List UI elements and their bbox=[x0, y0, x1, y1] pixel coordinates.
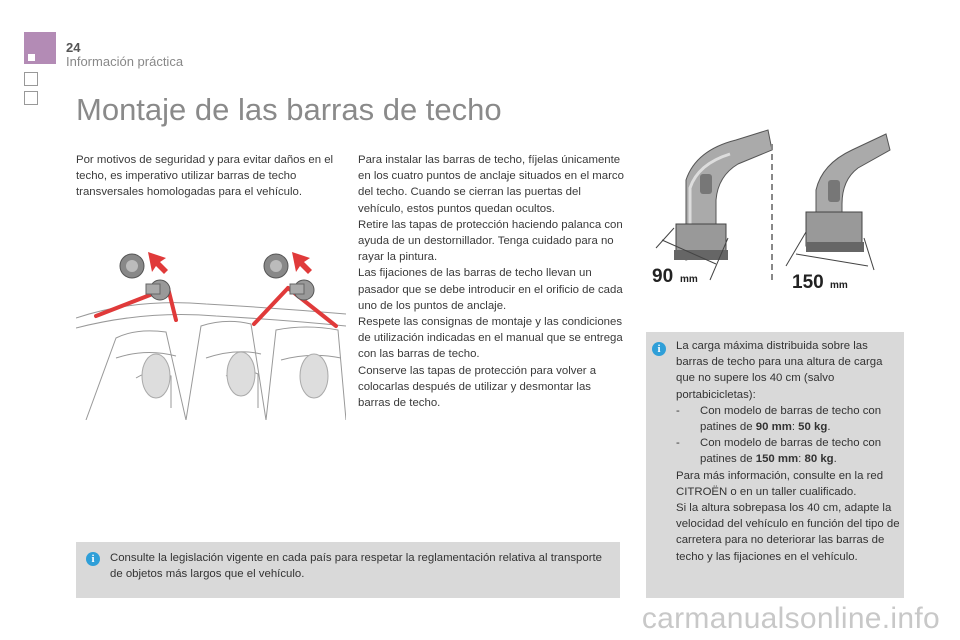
list-item: - Con modelo de barras de techo con patines de 90 mm: 50 kg. bbox=[676, 404, 882, 434]
anchor-points-illustration bbox=[76, 248, 346, 420]
page-title: Montaje de las barras de techo bbox=[76, 92, 502, 127]
instruction-paragraph: Las fijaciones de las barras de techo llevan un pasador que se debe introducir en el orificio de cada uno de los puntos de anclaje. bbox=[358, 267, 623, 312]
instruction-paragraph: Respete las consignas de montaje y las condiciones de utilización indicadas en el manual que se entrega con las barras de techo. bbox=[358, 316, 623, 361]
foot-size: 150 mm bbox=[755, 453, 799, 466]
intro-paragraph: Por motivos de seguridad y para evitar daños en el techo, es imperativo utilizar barras de techo transversales homologadas para el vehículo. bbox=[76, 154, 334, 199]
max-load: 80 kg bbox=[804, 453, 834, 466]
legislation-note bbox=[76, 542, 620, 598]
section-tab-active bbox=[24, 32, 56, 64]
info-icon: i bbox=[86, 552, 100, 566]
instruction-paragraph: Retire las tapas de protección haciendo palanca con ayuda de un destornillador. Tenga cuidado para no rayar la pintura. bbox=[358, 218, 623, 264]
foot-size-90: 90 bbox=[652, 266, 674, 287]
instruction-paragraph: Para instalar las barras de techo, fíjelas únicamente en los cuatro puntos de anclaje situados en el marco del techo. Cuando se cierran las puertas del vehículo, estos puntos quedan ocultos. bbox=[358, 154, 624, 215]
more-info: Para más información, consulte en la red CITROËN o en un taller cualificado. bbox=[676, 469, 884, 498]
max-load: 50 kg bbox=[798, 421, 828, 434]
foot-unit-150: mm bbox=[830, 280, 848, 291]
load-note bbox=[646, 332, 904, 598]
section-tab bbox=[24, 91, 38, 105]
note-text: Consulte la legislación vigente en cada país para respetar la reglamentación relativa al transporte de objetos más largos que el vehículo. bbox=[110, 552, 602, 581]
section-tab bbox=[24, 72, 38, 86]
instruction-paragraph: Conserve las tapas de protección para volver a colocarlas después de utilizar y desmontar las barras de techo. bbox=[358, 364, 597, 410]
watermark: carmanualsonline.info bbox=[641, 602, 940, 635]
foot-size-150: 150 bbox=[792, 272, 824, 293]
instructions bbox=[358, 152, 624, 411]
foot-size: 90 mm bbox=[755, 421, 792, 434]
section-name: Información práctica bbox=[66, 54, 184, 69]
height-warning: Si la altura sobrepasa los 40 cm, adapte la velocidad del vehículo en función del tipo de carretera para no deteriorar las barras de techo y las fijaciones en el vehículo. bbox=[676, 502, 900, 563]
page-number: 24 bbox=[66, 40, 81, 55]
list-item: - Con modelo de barras de techo con patines de 150 mm: 80 kg. bbox=[676, 437, 882, 466]
info-icon: i bbox=[652, 342, 666, 356]
foot-unit-90: mm bbox=[680, 274, 698, 285]
load-intro: La carga máxima distribuida sobre las barras de techo para una altura de carga que no supere los 40 cm (salvo portabicicletas): bbox=[676, 340, 883, 401]
roof-bar-feet-illustration bbox=[646, 120, 904, 306]
